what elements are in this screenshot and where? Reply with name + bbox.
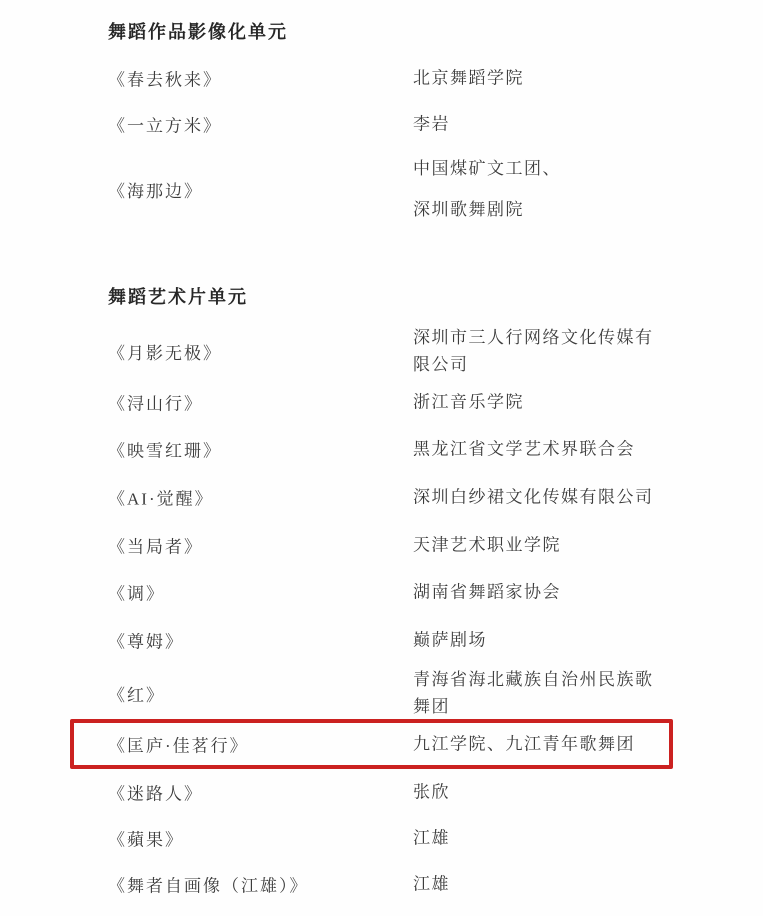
list-item bbox=[108, 825, 763, 852]
work-organization: 九江学院、九江青年歌舞团 bbox=[413, 734, 635, 754]
work-title: 《AI·觉醒》 bbox=[108, 489, 214, 509]
work-organization: 李岩 bbox=[413, 114, 450, 134]
work-title: 《春去秋来》 bbox=[108, 70, 222, 90]
list-item bbox=[108, 627, 763, 654]
work-title: 《尊姆》 bbox=[108, 632, 184, 652]
work-organization: 浙江音乐学院 bbox=[413, 392, 524, 412]
organization-line: 深圳歌舞剧院 bbox=[413, 200, 524, 219]
list-item bbox=[108, 324, 763, 378]
work-title: 《映雪红珊》 bbox=[108, 441, 222, 461]
work-title: 《浔山行》 bbox=[108, 394, 203, 414]
work-title: 《匡庐·佳茗行》 bbox=[108, 736, 249, 756]
highlight-box bbox=[70, 719, 673, 769]
section-heading-art-film-unit: 舞蹈艺术片单元 bbox=[108, 287, 248, 307]
work-organization: 巅萨剧场 bbox=[413, 630, 487, 650]
list-item bbox=[108, 148, 763, 230]
list-item bbox=[108, 436, 763, 463]
organization-line: 中国煤矿文工团、 bbox=[413, 159, 561, 178]
organization-line: 舞团 bbox=[413, 697, 450, 716]
list-item bbox=[108, 532, 763, 559]
work-organization: 北京舞蹈学院 bbox=[413, 68, 524, 88]
list-item bbox=[108, 779, 763, 806]
work-title: 《一立方米》 bbox=[108, 116, 222, 136]
work-title: 《舞者自画像（江雄）》 bbox=[108, 876, 309, 896]
work-organization: 黑龙江省文学艺术界联合会 bbox=[413, 439, 635, 459]
work-title: 《蘋果》 bbox=[108, 830, 184, 850]
work-title: 《红》 bbox=[108, 685, 165, 705]
work-organization: 天津艺术职业学院 bbox=[413, 535, 561, 555]
work-organization bbox=[413, 666, 665, 720]
list-item bbox=[108, 666, 763, 720]
section-heading-video-unit: 舞蹈作品影像化单元 bbox=[108, 22, 288, 42]
work-organization: 深圳白纱裙文化传媒有限公司 bbox=[413, 487, 654, 507]
list-item bbox=[108, 484, 763, 511]
list-item bbox=[108, 871, 763, 898]
organization-line: 深圳市三人行网络文化传媒有 bbox=[413, 328, 654, 347]
work-title: 《调》 bbox=[108, 584, 165, 604]
work-title: 《海那边》 bbox=[108, 181, 203, 201]
organization-line: 限公司 bbox=[413, 355, 469, 374]
list-item bbox=[108, 389, 763, 416]
work-organization: 江雄 bbox=[413, 828, 450, 848]
work-title: 《月影无极》 bbox=[108, 343, 222, 363]
work-title: 《当局者》 bbox=[108, 537, 203, 557]
work-organization bbox=[413, 148, 665, 230]
list-item bbox=[108, 111, 763, 138]
work-organization: 湖南省舞蹈家协会 bbox=[413, 582, 561, 602]
work-organization: 江雄 bbox=[413, 874, 450, 894]
work-title: 《迷路人》 bbox=[108, 784, 203, 804]
list-item bbox=[108, 65, 763, 92]
work-organization: 张欣 bbox=[413, 782, 450, 802]
list-item bbox=[108, 579, 763, 606]
work-organization bbox=[413, 324, 665, 378]
organization-line: 青海省海北藏族自治州民族歌 bbox=[413, 670, 654, 689]
